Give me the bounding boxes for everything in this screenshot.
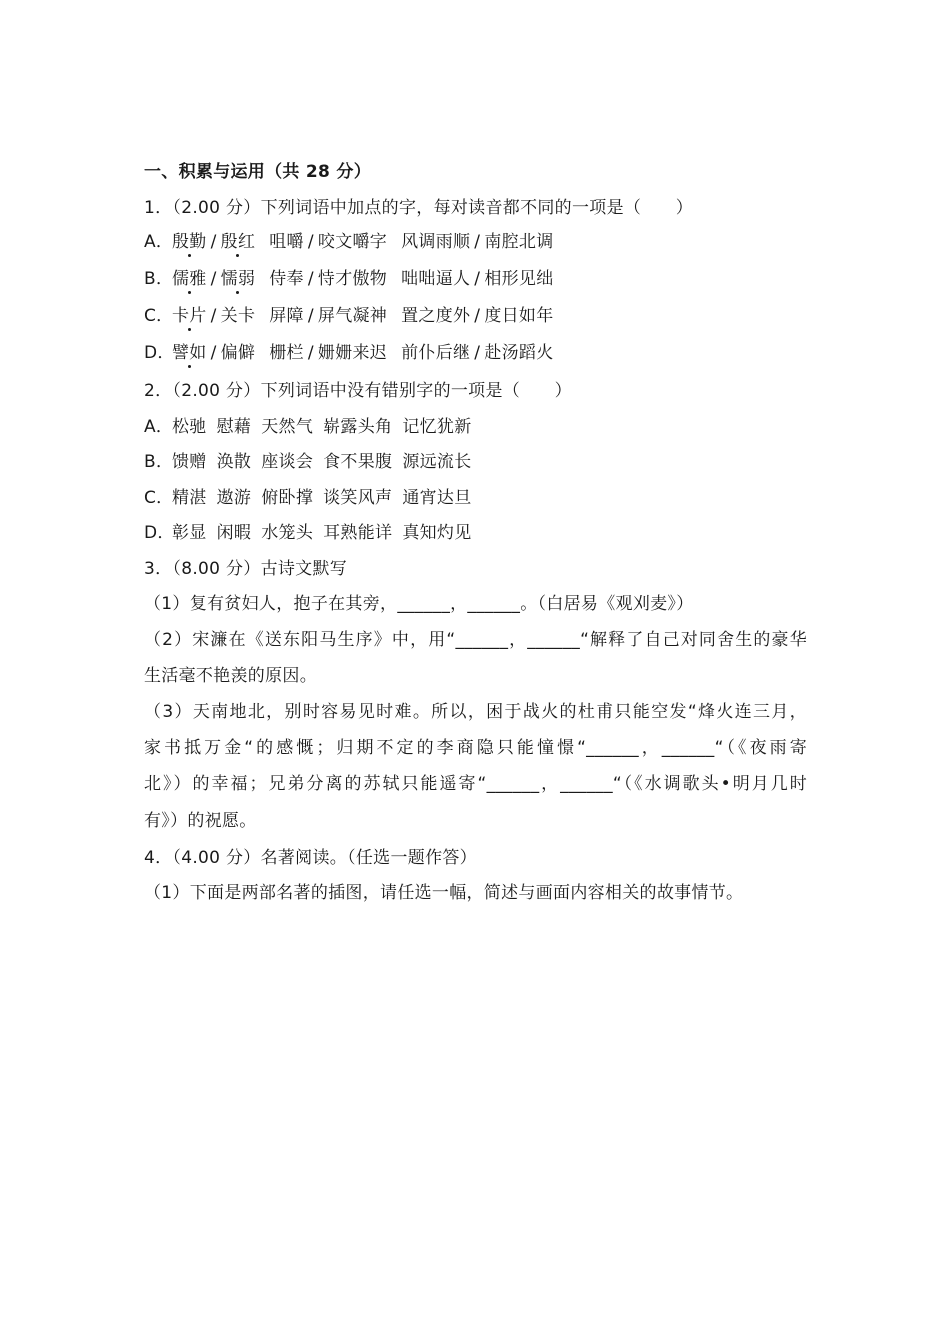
- q2-option-label: B．: [144, 452, 174, 472]
- word: 俯卧撑: [261, 488, 314, 508]
- word: 记忆犹新: [402, 417, 472, 437]
- word-pair: 栅栏 / 姗姗来迟: [269, 343, 388, 363]
- q3-part-1: （1）复有贫妇人，抱子在其旁，______，______。（白居易《观刈麦》）: [144, 594, 694, 614]
- word: 度日如年: [484, 306, 554, 326]
- word-pair: 卡片 / 关卡: [172, 306, 256, 326]
- q2-option-d: [144, 521, 472, 545]
- q1-option-d: [144, 341, 568, 365]
- word: 谈笑风声: [323, 488, 393, 508]
- q2-option-b: [144, 450, 472, 474]
- q1-option-b: [144, 267, 568, 291]
- section-title: 一、积累与运用（共 28 分）: [144, 162, 371, 182]
- word: 食不果腹: [323, 452, 393, 472]
- word-pair: 咄咄逼人 / 相形见绌: [401, 269, 554, 289]
- dotted-word: 儒雅: [172, 269, 207, 289]
- q3-stem: 3．（8.00 分）古诗文默写: [144, 559, 348, 579]
- word: 慰藉: [216, 417, 252, 437]
- word: 咀嚼: [269, 232, 304, 252]
- word: 相形见绌: [484, 269, 554, 289]
- q2-option-label: D．: [144, 523, 175, 543]
- word: 闲暇: [216, 523, 252, 543]
- word-pair: 譬如 / 偏僻: [172, 343, 256, 363]
- word: 松驰: [172, 417, 207, 437]
- q3-part-3-line-3: 北》）的幸福；兄弟分离的苏轼只能遥寄“______，______“（《水调歌头•明月几时: [144, 774, 807, 794]
- word-pair: 侍奉 / 恃才傲物: [269, 269, 388, 289]
- dotted-word: 殷勤: [172, 232, 207, 252]
- q3-part-2-line-1: （2）宋濂在《送东阳马生序》中，用“______，______“解释了自己对同舍生的豪华: [144, 630, 807, 650]
- word: 精湛: [172, 488, 207, 508]
- q1-option-c: [144, 304, 568, 328]
- word: 姗姗来迟: [317, 343, 388, 363]
- word: 偏僻: [220, 343, 256, 363]
- word: 水笼头: [261, 523, 314, 543]
- q1-option-label: C．: [144, 306, 174, 326]
- word: 彰显: [172, 523, 207, 543]
- q1-option-label: D．: [144, 343, 175, 363]
- word-pair: 前仆后继 / 赴汤蹈火: [401, 343, 554, 363]
- q1-option-a: [144, 230, 568, 254]
- word: 咄咄逼人: [401, 269, 471, 289]
- word: 遨游: [216, 488, 252, 508]
- q2-option-c: [144, 486, 472, 510]
- word: 通宵达旦: [402, 488, 472, 508]
- word: 风调雨顺: [401, 232, 471, 252]
- q2-option-label: C．: [144, 488, 174, 508]
- word: 关卡: [220, 306, 256, 326]
- word-pair: 置之度外 / 度日如年: [401, 306, 554, 326]
- q2-stem: 2．（2.00 分）下列词语中没有错别字的一项是（ ）: [144, 381, 572, 401]
- word: 屏障: [269, 306, 304, 326]
- word: 源远流长: [402, 452, 472, 472]
- word: 屏气凝神: [317, 306, 388, 326]
- dotted-word: 卡片: [172, 306, 207, 326]
- word: 恃才傲物: [317, 269, 388, 289]
- word-pair: 儒雅 / 懦弱: [172, 269, 256, 289]
- word: 赴汤蹈火: [484, 343, 554, 363]
- word: 南腔北调: [484, 232, 554, 252]
- word-pair: 屏障 / 屏气凝神: [269, 306, 388, 326]
- word: 馈赠: [172, 452, 207, 472]
- word: 座谈会: [261, 452, 314, 472]
- q3-part-3-line-4: 有》）的祝愿。: [144, 811, 257, 831]
- word: 置之度外: [401, 306, 471, 326]
- word: 涣散: [216, 452, 252, 472]
- word: 咬文嚼字: [317, 232, 388, 252]
- q4-stem: 4．（4.00 分）名著阅读。（任选一题作答）: [144, 848, 477, 868]
- q2-option-label: A．: [144, 417, 174, 437]
- word: 栅栏: [269, 343, 304, 363]
- word-pair: 风调雨顺 / 南腔北调: [401, 232, 554, 252]
- dotted-word: 殷红: [220, 232, 256, 252]
- word: 真知灼见: [402, 523, 472, 543]
- q1-stem: 1．（2.00 分）下列词语中加点的字，每对读音都不同的一项是（ ）: [144, 198, 694, 218]
- q3-part-2-line-2: 生活毫不艳羡的原因。: [144, 666, 317, 686]
- word: 耳熟能详: [323, 523, 393, 543]
- q1-option-label: A．: [144, 232, 174, 252]
- word-pair: 咀嚼 / 咬文嚼字: [269, 232, 388, 252]
- q3-part-3-line-2: 家书抵万金“的感慨；归期不定的李商隐只能憧憬“______，______“（《夜雨寄: [144, 738, 807, 758]
- dotted-word: 懦弱: [220, 269, 256, 289]
- q3-part-3-line-1: （3）天南地北，别时容易见时难。所以，困于战火的杜甫只能空发“烽火连三月，: [144, 702, 807, 722]
- word: 崭露头角: [323, 417, 393, 437]
- word: 天然气: [261, 417, 314, 437]
- word-pair: 殷勤 / 殷红: [172, 232, 256, 252]
- word: 侍奉: [269, 269, 304, 289]
- q1-option-label: B．: [144, 269, 174, 289]
- q2-option-a: [144, 415, 472, 439]
- dotted-word: 譬如: [172, 343, 207, 363]
- word: 前仆后继: [401, 343, 471, 363]
- q4-part-1: （1）下面是两部名著的插图，请任选一幅，简述与画面内容相关的故事情节。: [144, 883, 744, 903]
